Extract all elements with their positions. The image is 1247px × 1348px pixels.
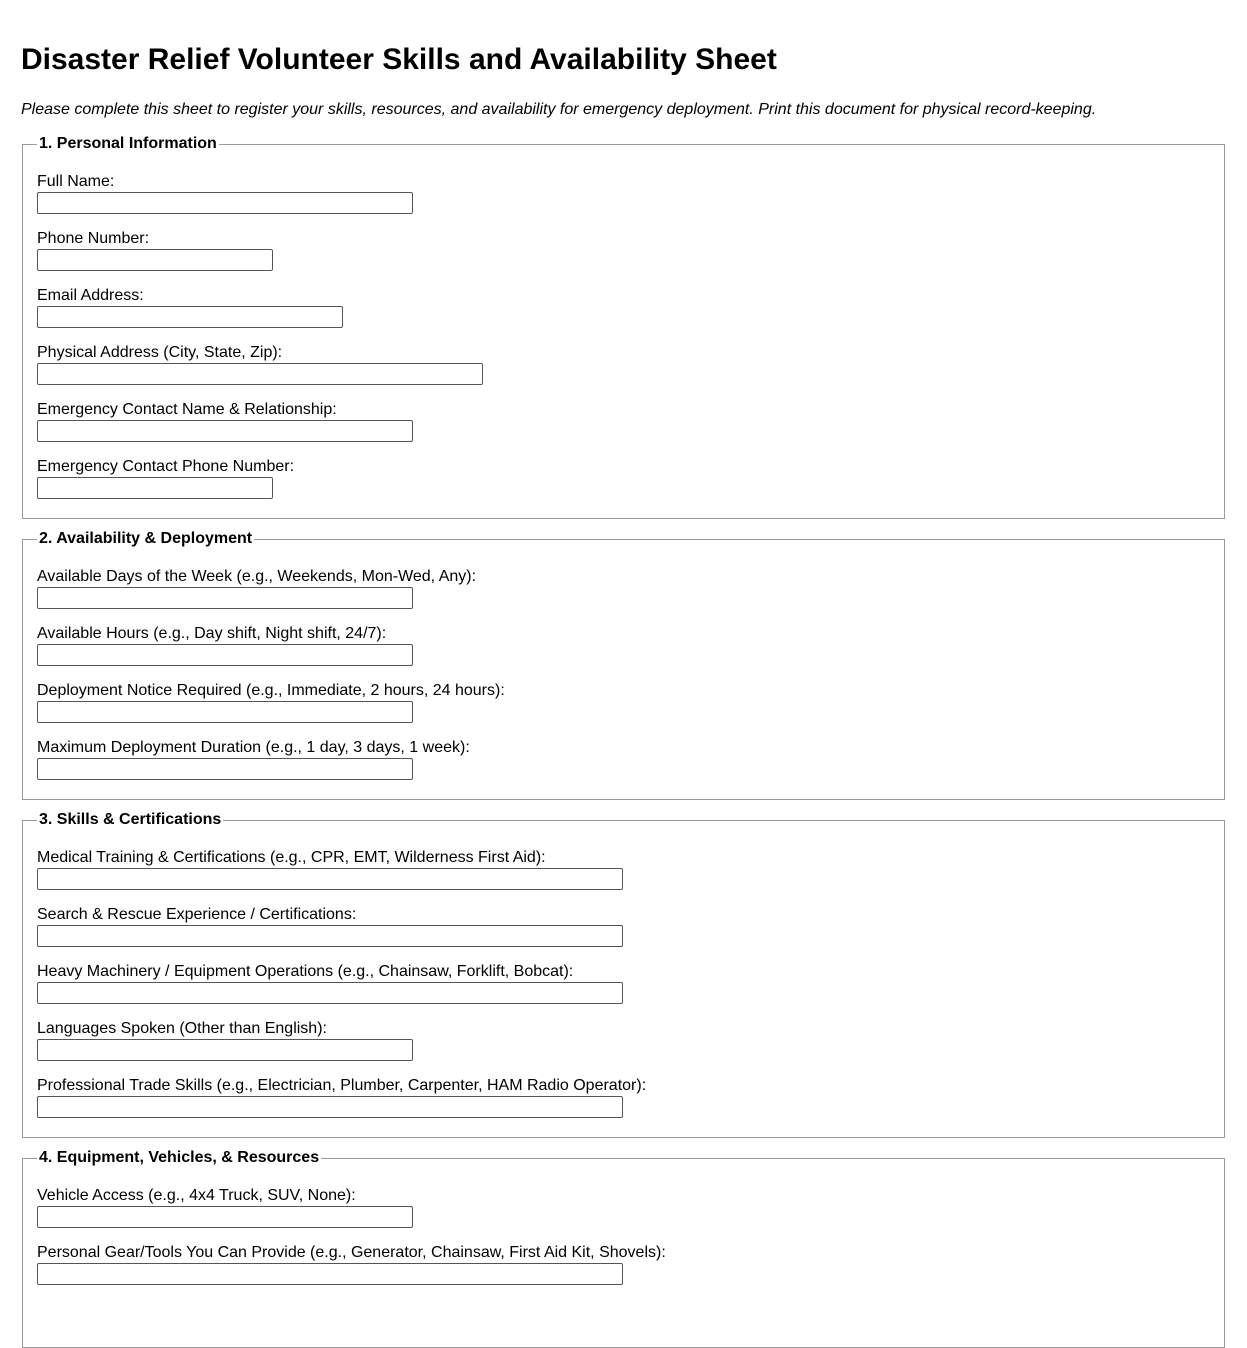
machinery-input[interactable] [37,982,623,1004]
deployment-duration-input[interactable] [37,758,413,780]
field-languages [37,1019,1210,1076]
machinery-label: Heavy Machinery / Equipment Operations (e.g., Chainsaw, Forklift, Bobcat): [37,963,574,980]
field-available-hours [37,624,1210,681]
field-address [37,343,1210,400]
field-medical-training [37,848,1210,905]
medical-training-label: Medical Training & Certifications (e.g., CPR, EMT, Wilderness First Aid): [37,849,546,866]
emergency-contact-label: Emergency Contact Name & Relationship: [37,401,337,418]
trade-skills-input[interactable] [37,1096,623,1118]
available-hours-label: Available Hours (e.g., Day shift, Night shift, 24/7): [37,625,387,642]
vehicle-access-input[interactable] [37,1206,413,1228]
field-full-name [37,172,1210,229]
emergency-contact-input[interactable] [37,420,413,442]
search-rescue-label: Search & Rescue Experience / Certifications: [37,906,357,923]
email-input[interactable] [37,306,343,328]
phone-input[interactable] [37,249,273,271]
email-label: Email Address: [37,287,144,304]
field-trade-skills [37,1076,1210,1133]
vehicle-access-label: Vehicle Access (e.g., 4x4 Truck, SUV, None): [37,1187,356,1204]
deployment-duration-label: Maximum Deployment Duration (e.g., 1 day, 3 days, 1 week): [37,739,470,756]
page-title: Disaster Relief Volunteer Skills and Availability Sheet [21,43,777,76]
phone-label: Phone Number: [37,230,150,247]
personal-gear-input[interactable] [37,1263,623,1285]
section-personal-legend: 1. Personal Information [39,135,217,152]
field-personal-gear [37,1243,1210,1300]
available-days-input[interactable] [37,587,413,609]
field-available-days [37,567,1210,624]
section-availability [22,529,1225,800]
address-input[interactable] [37,363,483,385]
section-availability-legend: 2. Availability & Deployment [39,530,253,547]
available-hours-input[interactable] [37,644,413,666]
section-skills [22,810,1225,1138]
personal-gear-label: Personal Gear/Tools You Can Provide (e.g., Generator, Chainsaw, First Aid Kit, Shovels): [37,1244,666,1261]
trade-skills-label: Professional Trade Skills (e.g., Electrician, Plumber, Carpenter, HAM Radio Operator): [37,1077,647,1094]
medical-training-input[interactable] [37,868,623,890]
field-search-rescue [37,905,1210,962]
available-days-label: Available Days of the Week (e.g., Weekends, Mon-Wed, Any): [37,568,477,585]
languages-label: Languages Spoken (Other than English): [37,1020,327,1037]
field-emergency-phone [37,457,1210,514]
address-label: Physical Address (City, State, Zip): [37,344,283,361]
field-phone [37,229,1210,286]
deployment-notice-label: Deployment Notice Required (e.g., Immediate, 2 hours, 24 hours): [37,682,505,699]
section-personal-information [22,134,1225,519]
emergency-phone-input[interactable] [37,477,273,499]
field-email [37,286,1210,343]
full-name-input[interactable] [37,192,413,214]
field-deployment-duration [37,738,1210,795]
section-skills-legend: 3. Skills & Certifications [39,811,222,828]
full-name-label: Full Name: [37,173,115,190]
search-rescue-input[interactable] [37,925,623,947]
field-vehicle-access [37,1186,1210,1243]
deployment-notice-input[interactable] [37,701,413,723]
intro-text: Please complete this sheet to register your skills, resources, and availability for emergency deployment. Print this document for physical record-keeping. [21,101,1097,118]
field-machinery [37,962,1210,1019]
field-emergency-contact [37,400,1210,457]
emergency-phone-label: Emergency Contact Phone Number: [37,458,295,475]
section-equipment-legend: 4. Equipment, Vehicles, & Resources [39,1149,320,1166]
languages-input[interactable] [37,1039,413,1061]
section-equipment [22,1148,1225,1348]
field-deployment-notice [37,681,1210,738]
